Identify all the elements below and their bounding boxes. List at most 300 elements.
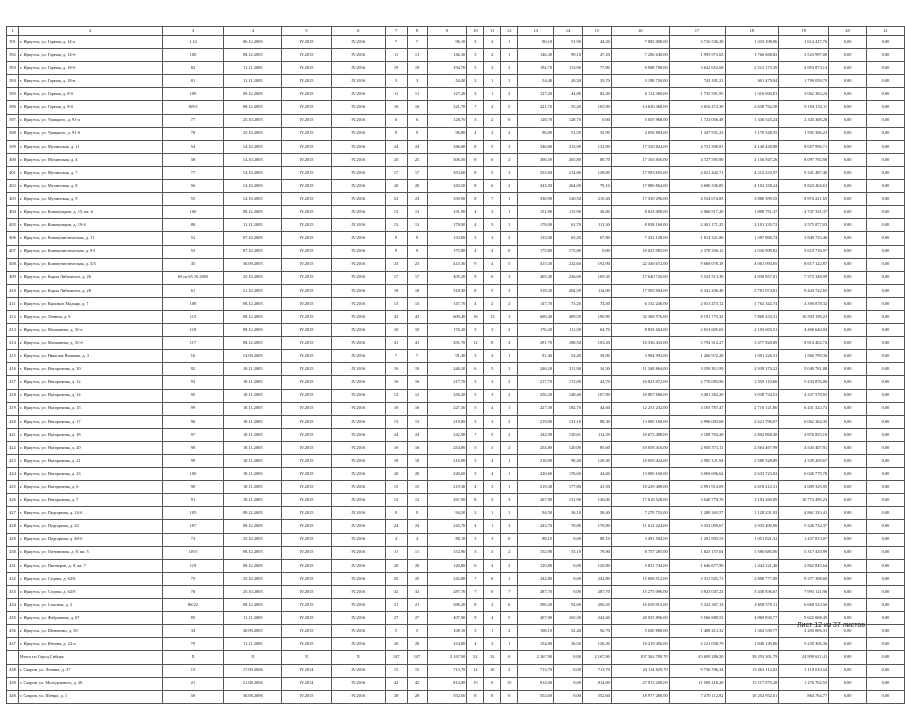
table-cell: г. Саяров, ул. Шевро, д. 1 (18, 690, 162, 703)
table-cell: 3 069 696,62 (669, 468, 725, 481)
table-cell: г. Иркутск, ул. Горная, д. 14-а (18, 36, 162, 49)
table-cell: 44,60 (582, 402, 611, 415)
table-cell: 20 (407, 180, 427, 193)
table-cell: 0,00 (554, 651, 583, 664)
table-cell: 4 (467, 206, 484, 219)
column-number: 8 (407, 27, 427, 36)
table-cell: IV.2015 (282, 166, 332, 179)
table-cell: 2 (501, 389, 518, 402)
table-cell: г. Иркутск, ул. Шевченко, д. 50 (18, 625, 162, 638)
table-cell: 176,60 (554, 468, 583, 481)
table-cell: 25 (407, 572, 427, 585)
table-cell: IV.2015 (282, 690, 332, 703)
table-cell: г. Иркутск, ул. Коммунистическая, д. 9/1 (18, 245, 162, 258)
table-cell: 4 (467, 127, 484, 140)
table-cell: 51,50 (554, 127, 583, 140)
table-cell: 0,00 (829, 271, 867, 284)
table-cell: 13 (407, 219, 427, 232)
table-cell: 17 (385, 271, 407, 284)
table-cell: 9 (467, 612, 484, 625)
table-cell: г. Иркутск, ул. Нагорочная, д. 17 (18, 415, 162, 428)
table-cell: IV.2015 (282, 376, 332, 389)
table-cell: г. Иркутск, ул. Пионеров, д. 8, кв. 7 (18, 559, 162, 572)
table-cell: 287,70 (582, 585, 611, 598)
table-cell: 0,00 (829, 376, 867, 389)
table-cell: 5 326 732,37 (779, 520, 829, 533)
table-cell: 3 523 997,08 (779, 49, 829, 62)
table-cell: 420 (7, 415, 19, 428)
table-cell: 0,00 (829, 363, 867, 376)
table-cell: 8 (484, 337, 501, 350)
table-cell: 3 (484, 441, 501, 454)
table-row (7, 206, 905, 219)
table-cell: 14.10.2005 (224, 140, 282, 153)
table-cell: 0,00 (554, 559, 583, 572)
table-cell: 2 (484, 297, 501, 310)
column-number: 21 (867, 27, 905, 36)
table-cell: 3 640 770,76 (669, 494, 725, 507)
table-cell: 17 086 864,00 (611, 180, 669, 193)
table-cell: 220,60 (427, 468, 467, 481)
column-number: 6 (331, 27, 385, 36)
table-cell: 99 (162, 402, 224, 415)
table-row (7, 350, 905, 363)
table-cell: 435 (7, 612, 19, 625)
table-cell: 0,00 (867, 625, 905, 638)
table-cell: 236,00 (554, 271, 583, 284)
table-cell: 43 609 286,50 (669, 651, 725, 664)
table-cell: 9 377 308,60 (779, 572, 829, 585)
table-cell: 4 (467, 219, 484, 232)
table-cell: 56 (162, 180, 224, 193)
table-cell: 242,80 (518, 572, 554, 585)
table-cell: 16 (385, 376, 407, 389)
table-cell: 1 (501, 49, 518, 62)
table-cell: 0,00 (829, 520, 867, 533)
column-number: 15 (582, 27, 611, 36)
table-cell: 2 (501, 559, 518, 572)
table-cell: 25.10.2005 (224, 114, 282, 127)
table-cell: 13 080 160,00 (611, 415, 669, 428)
table-cell: 0,00 (829, 88, 867, 101)
table-cell: 7 470 112,82 (669, 690, 725, 703)
table-cell: 0,00 (582, 114, 611, 127)
table-cell: 254,80 (427, 441, 467, 454)
table-cell: 9 (385, 127, 407, 140)
table-cell: 1 735 591,95 (669, 88, 725, 101)
table-cell: 111,50 (554, 324, 583, 337)
table-cell: 07.10.2005 (224, 232, 282, 245)
table-cell: IV.2016 (331, 415, 385, 428)
table-cell: 3 (407, 75, 427, 88)
table-cell: 1 280 265,57 (669, 507, 725, 520)
table-cell: 0,00 (867, 389, 905, 402)
table-cell: 21 (162, 677, 224, 690)
table-cell: 3 (484, 638, 501, 651)
table-row (7, 258, 905, 271)
table-cell: 9 (467, 258, 484, 271)
table-cell: 0,00 (829, 101, 867, 114)
table-cell: 427 (7, 507, 19, 520)
table-cell: IV.2016 (331, 625, 385, 638)
table-cell: 43 (407, 310, 427, 323)
table-row (7, 219, 905, 232)
table-cell: 2 (501, 664, 518, 677)
table-cell: 91,40 (427, 350, 467, 363)
table-cell: 82,40 (582, 88, 611, 101)
table-cell: 0,00 (829, 127, 867, 140)
table-cell: 2 559 110,66 (725, 376, 779, 389)
table-cell: 221,70 (427, 101, 467, 114)
table-row (7, 585, 905, 598)
table-cell: 5 (484, 166, 501, 179)
table-cell: 2 716 121,80 (725, 402, 779, 415)
table-cell: IV.2015 (282, 599, 332, 612)
table-cell: IV.2015 (282, 180, 332, 193)
table-cell: 18 977 280,00 (611, 690, 669, 703)
table-cell: 396,20 (427, 599, 467, 612)
table-cell: г. Иркутск, ул. Малышева, д. 31-а (18, 324, 162, 337)
table-cell: 4 609 325,95 (779, 481, 829, 494)
table-cell: 8 617 122,87 (779, 258, 829, 271)
table-row (7, 690, 905, 703)
table-row (7, 572, 905, 585)
table-cell: IV.2015 (282, 455, 332, 468)
table-cell: IV.2015 (282, 127, 332, 140)
table-cell: 429 (7, 533, 19, 546)
table-cell: 1 808 751,37 (725, 206, 779, 219)
table-cell: 120,50 (554, 193, 583, 206)
table-cell: 219,30 (427, 481, 467, 494)
table-cell: 2 862 845,64 (779, 559, 829, 572)
table-cell: 4 (467, 297, 484, 310)
table-cell: 1 (501, 638, 518, 651)
table-cell: 404 (7, 206, 19, 219)
table-cell: г. Иркутск, ул. Нагорочная, д. 23 (18, 468, 162, 481)
table-cell: IV.2016 (331, 585, 385, 598)
table-cell: 0,00 (829, 428, 867, 441)
table-cell: 119 (162, 559, 224, 572)
table-cell: 108,10 (427, 625, 467, 638)
table-cell: 3 (501, 140, 518, 153)
table-cell: 120,30 (582, 455, 611, 468)
table-cell: 601 479,84 (725, 75, 779, 88)
table-cell: IV.2016 (331, 455, 385, 468)
table-cell: 6 (484, 271, 501, 284)
table-cell: 11 (407, 546, 427, 559)
table-cell: 08.12.2005 (224, 599, 282, 612)
table-cell: 13 (407, 297, 427, 310)
table-cell: 2 (501, 62, 518, 75)
table-cell: 10 823 072,00 (611, 376, 669, 389)
table-cell: IV.2014 (282, 677, 332, 690)
table-cell: 422 (7, 441, 19, 454)
table-cell: 43 (385, 310, 407, 323)
table-cell: 18.11.2005 (224, 428, 282, 441)
table-cell: 1 266 972,28 (669, 350, 725, 363)
table-cell: 0,00 (867, 232, 905, 245)
table-cell: 194,70 (427, 62, 467, 75)
table-cell: 113,90 (554, 62, 583, 75)
table-cell: 1 437 813,07 (779, 533, 829, 546)
table-cell: 18.11.2005 (224, 389, 282, 402)
table-cell: 8 (467, 284, 484, 297)
table-row (7, 455, 905, 468)
table-cell: г. Иркутск, ул. Малышева, д. 31-б (18, 337, 162, 350)
table-cell: X (224, 651, 282, 664)
table-cell: IV.2016 (331, 114, 385, 127)
table-cell: IV.2015 (282, 612, 332, 625)
table-cell: 18 (407, 455, 427, 468)
table-cell: 1.12 (162, 36, 224, 49)
table-cell: 4 953 873,13 (779, 62, 829, 75)
table-cell: 2 996 003,68 (669, 415, 725, 428)
table-cell: 414 (7, 337, 19, 350)
table-cell: 1 316 694,81 (725, 88, 779, 101)
table-cell: 0,00 (867, 481, 905, 494)
table-cell: IV.2015 (282, 324, 332, 337)
table-cell: IV.2016 (331, 350, 385, 363)
table-cell: г. Иркутск, ул. Седова, д. 62/6 (18, 572, 162, 585)
table-row (7, 559, 905, 572)
table-cell: 1 276 702,53 (779, 677, 829, 690)
table-cell: 265,80 (554, 153, 583, 166)
table-cell: 415 (7, 350, 19, 363)
table-cell: 0,00 (867, 441, 905, 454)
table-cell: 3 849 725,40 (779, 232, 829, 245)
table-cell: 33 (162, 625, 224, 638)
table-cell: 15 117 079,28 (725, 677, 779, 690)
table-cell: 73,20 (554, 297, 583, 310)
table-cell: 5 (467, 376, 484, 389)
table-cell: 175,80 (554, 245, 583, 258)
table-cell: 306,50 (518, 153, 554, 166)
table-cell: 4 102 330,24 (725, 180, 779, 193)
table-cell: 0,00 (867, 428, 905, 441)
table-cell: 16 336 433,00 (611, 337, 669, 350)
table-cell: 410 (7, 284, 19, 297)
table-cell: 9 (407, 232, 427, 245)
table-cell: 6 152 246,00 (611, 297, 669, 310)
table-cell: 16 (385, 101, 407, 114)
table-cell: 80,70 (582, 153, 611, 166)
table-cell: 18.11.2005 (224, 415, 282, 428)
table-cell: 6 341 206,48 (669, 284, 725, 297)
table-cell: 25 (407, 153, 427, 166)
table-cell: IV.2016 (331, 337, 385, 350)
table-cell: 246,20 (427, 363, 467, 376)
table-cell: 814,00 (518, 677, 554, 690)
table-cell: 177,80 (554, 481, 583, 494)
table-cell: 172,00 (554, 376, 583, 389)
table-cell: 20 (385, 180, 407, 193)
table-cell: 0,00 (829, 62, 867, 75)
table-cell: 0,00 (867, 572, 905, 585)
table-cell: 219,00 (518, 415, 554, 428)
table-cell: IV.2016 (331, 428, 385, 441)
table-cell: 392 (7, 49, 19, 62)
table-cell: 5 (501, 258, 518, 271)
table-cell: г. Иркутск, ул. Оптимизма, д. 8, кв. 5 (18, 546, 162, 559)
table-cell: 4 061 094,95 (725, 258, 779, 271)
table-cell: 52,40 (554, 350, 583, 363)
table-cell: 0,00 (867, 245, 905, 258)
table-cell: 151,90 (518, 206, 554, 219)
table-row (7, 297, 905, 310)
table-cell: 436 (7, 625, 19, 638)
table-cell: 405,30 (518, 271, 554, 284)
table-cell: 85 (162, 612, 224, 625)
table-cell: 9 (407, 127, 427, 140)
table-cell: 0,00 (867, 206, 905, 219)
table-cell: 13 (385, 206, 407, 219)
table-cell: 34,30 (582, 363, 611, 376)
table-cell: IV.2016 (331, 494, 385, 507)
table-cell: 0,00 (554, 690, 583, 703)
table-cell: 1 336 543,24 (725, 114, 779, 127)
table-row (7, 245, 905, 258)
table-cell: 217,70 (427, 376, 467, 389)
table-cell: 7 868 433,31 (725, 310, 779, 323)
table-cell: 600,40 (518, 310, 554, 323)
table-cell: 11 (407, 88, 427, 101)
table-cell: 9 736 706,34 (669, 664, 725, 677)
table-cell: 2 (484, 49, 501, 62)
table-cell: 6 026 779,78 (779, 468, 829, 481)
table-row (7, 271, 905, 284)
table-cell: 58,40 (582, 507, 611, 520)
table-cell: г. Иркутск, ул. Нагорочная, д. 15 (18, 402, 162, 415)
table-cell: г. Иркутск, ул. Нагорочная, д. 14 (18, 389, 162, 402)
table-cell: 2 401 171,25 (669, 219, 725, 232)
table-cell: 426 (7, 494, 19, 507)
table-cell: 0,00 (867, 546, 905, 559)
table-cell: 425 (7, 481, 19, 494)
table-cell: г. Иркутск, ул. Урицкого, д. 91-а (18, 114, 162, 127)
table-cell: 552,60 (582, 690, 611, 703)
table-cell: IV.2016 (331, 690, 385, 703)
table-cell: 0,00 (829, 389, 867, 402)
table-cell: 24 114 829,70 (611, 664, 669, 677)
table-cell: 423 (7, 455, 19, 468)
table-cell: 25.10.2005 (224, 533, 282, 546)
table-cell: 416 (7, 363, 19, 376)
table-cell: 1 (501, 75, 518, 88)
table-cell: 2 101 233,72 (725, 219, 779, 232)
table-cell: 2 618 212,31 (725, 481, 779, 494)
table-cell: 13 (385, 297, 407, 310)
table-cell: 0,00 (829, 572, 867, 585)
table-cell: 7 252 128,00 (611, 232, 669, 245)
table-cell: г. Иркутск, ул. Мухинская, д. 8 (18, 180, 162, 193)
table-cell: 56,70 (582, 625, 611, 638)
table-row (7, 140, 905, 153)
table-cell: IV.2016 (331, 599, 385, 612)
column-number: 14 (554, 27, 583, 36)
table-cell: 1 128 251,02 (725, 507, 779, 520)
sheet-counter: Лист 12 из 37 листов (797, 622, 865, 629)
table-row (7, 310, 905, 323)
table-cell: IV.2016 (331, 559, 385, 572)
table-cell: 130,61 (554, 428, 583, 441)
table-cell: 220,60 (518, 468, 554, 481)
table-cell: IV.2016 (331, 572, 385, 585)
table-cell: 0,00 (867, 520, 905, 533)
table-cell: 96,80 (518, 127, 554, 140)
table-cell: 44,80 (554, 88, 583, 101)
table-cell: 111,30 (582, 219, 611, 232)
table-cell: 1 (501, 206, 518, 219)
table-cell: 401 (7, 166, 19, 179)
table-cell: 176,20 (427, 324, 467, 337)
table-cell: 1 (501, 481, 518, 494)
table-cell: 2 (484, 101, 501, 114)
table-cell: 5 (484, 494, 501, 507)
table-cell: 08.12.2005 (224, 520, 282, 533)
table-cell: 3 642 652,68 (669, 62, 725, 75)
table-cell: IV.2016 (331, 402, 385, 415)
table-cell: 51,90 (554, 36, 583, 49)
table-cell: 1 646 677,90 (669, 559, 725, 572)
table-cell: 217,70 (518, 376, 554, 389)
table-cell: 98 (162, 441, 224, 454)
table-cell: 18.11.2005 (224, 376, 282, 389)
table-cell: IV.2016 (331, 638, 385, 651)
table-cell: 165,30 (554, 612, 583, 625)
table-cell: 28 (407, 690, 427, 703)
table-cell: 169,30 (582, 271, 611, 284)
table-cell: 117 (162, 337, 224, 350)
table-cell: 17 (407, 166, 427, 179)
table-cell: 13 (484, 310, 501, 323)
table-cell: 1 566 799,30 (779, 350, 829, 363)
table-cell: 3 781 974,81 (725, 284, 779, 297)
table-cell: 23 (407, 193, 427, 206)
table-cell: 0,00 (867, 612, 905, 625)
table-cell: 64,70 (582, 324, 611, 337)
table-cell: IV.2014 (282, 664, 332, 677)
table-cell: 3 108 794,28 (669, 428, 725, 441)
table-row (7, 625, 905, 638)
table-cell: 91,40 (518, 350, 554, 363)
table-cell: 127,20 (518, 88, 554, 101)
table-cell: 27 913 200,00 (611, 677, 669, 690)
table-cell: 3 (484, 546, 501, 559)
table-cell: 9 341 487,40 (779, 166, 829, 179)
table-cell: 2 621 796,07 (725, 415, 779, 428)
table-cell: 0,00 (582, 245, 611, 258)
column-number: 13 (518, 27, 554, 36)
table-cell: 4 (484, 559, 501, 572)
table-cell: 154,80 (427, 638, 467, 651)
table-cell: 1 (501, 455, 518, 468)
table-cell: 8 814 402,74 (779, 337, 829, 350)
table-cell: 3 401 363,29 (669, 389, 725, 402)
table-cell: 45 (162, 258, 224, 271)
table-row (7, 324, 905, 337)
table-cell: 2 203 896,31 (779, 625, 829, 638)
table-cell: 4 534 674,85 (669, 193, 725, 206)
table-cell: 3 (484, 376, 501, 389)
table-cell: 11 348 864,00 (611, 363, 669, 376)
table-cell: IV.2015 (282, 494, 332, 507)
table-cell: 08.12.2005 (224, 297, 282, 310)
table-cell: 8 (467, 494, 484, 507)
table-row (7, 415, 905, 428)
table-cell: 4 390 878,32 (779, 297, 829, 310)
table-cell: 10 025 985,00 (611, 245, 669, 258)
table-cell: 107 362 709,70 (611, 651, 669, 664)
